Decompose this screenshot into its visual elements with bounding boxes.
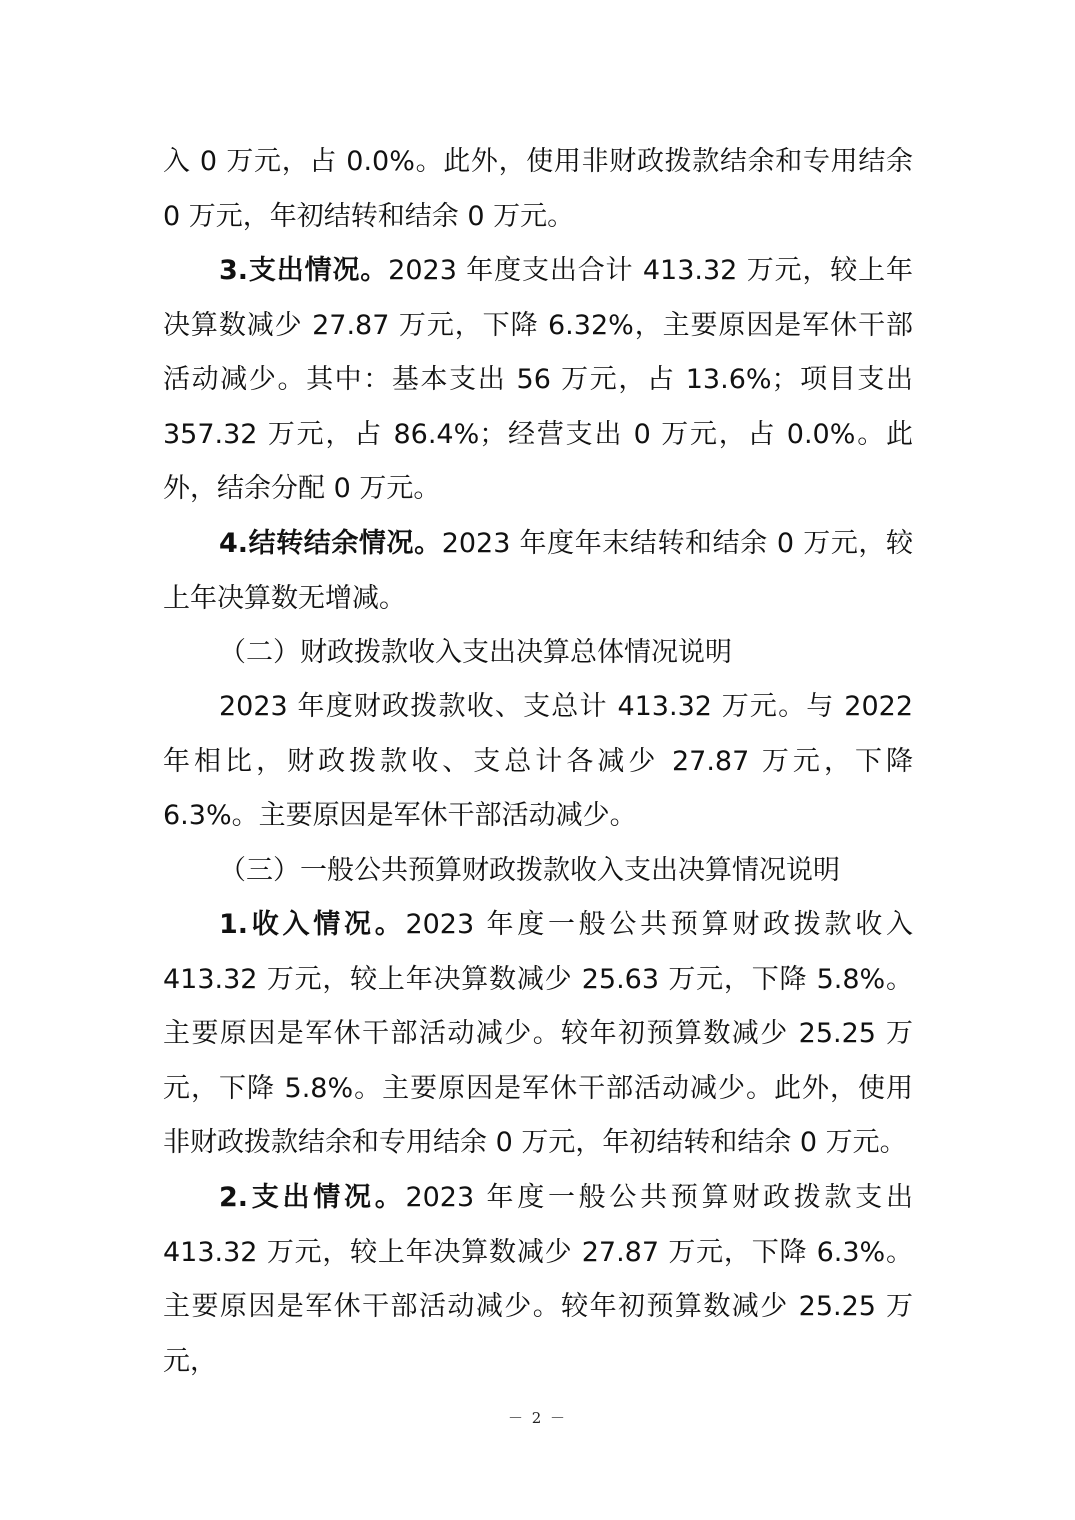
paragraph-text: （三）一般公共预算财政拨款收入支出决算情况说明: [219, 855, 840, 886]
paragraph-text: 2023 年度财政拨款收、支总计 413.32 万元。与 2022 年相比，财政拨款收、支总计各减少 27.87 万元，下降 6.3%。主要原因是军休干部活动减少。: [163, 691, 913, 831]
subsection-heading-general-budget: [163, 844, 913, 899]
section-heading: 1.收入情况。: [219, 909, 406, 940]
subsection-heading-fiscal-overview: [163, 626, 913, 681]
paragraph-text: 入 0 万元，占 0.0%。此外，使用非财政拨款结余和专用结余 0 万元，年初结转和结余 0 万元。: [163, 146, 913, 232]
section-heading: 4.结转结余情况。: [219, 528, 442, 559]
paragraph-income-continuation: [163, 135, 913, 244]
section-heading: 3.支出情况。: [219, 255, 389, 286]
paragraph-text: 2023 年度支出合计 413.32 万元，较上年决算数减少 27.87 万元，下降 6.32%，主要原因是军休干部活动减少。其中：基本支出 56 万元，占 13.6%；项目支出 357.32 万元，占 86.4%；经营支出 0 万元，占 0.0%。此外，结余分配 0 万元。: [163, 255, 914, 504]
paragraph-fiscal-overview: [163, 680, 913, 844]
page-number: － 2 －: [507, 1409, 568, 1427]
paragraph-general-budget-expenditure: [163, 1171, 913, 1389]
paragraph-carryover: [163, 517, 913, 626]
paragraph-expenditure: [163, 244, 913, 517]
paragraph-general-budget-income: [163, 898, 913, 1171]
paragraph-text: 2023 年度一般公共预算财政拨款收入 413.32 万元，较上年决算数减少 25.63 万元，下降 5.8%。主要原因是军休干部活动减少。较年初预算数减少 25.25 万元，下降 5.8%。主要原因是军休干部活动减少。此外，使用非财政拨款结余和专用结余 0 万元，年初结转和结余 0 万元。: [163, 909, 914, 1158]
section-heading: 2.支出情况。: [219, 1182, 406, 1213]
paragraph-text: 2023 年度一般公共预算财政拨款支出 413.32 万元，较上年决算数减少 27.87 万元，下降 6.3%。主要原因是军休干部活动减少。较年初预算数减少 25.25 万元，: [163, 1182, 914, 1377]
paragraph-text: （二）财政拨款收入支出决算总体情况说明: [219, 637, 732, 668]
paragraph-text: 2023 年度年末结转和结余 0 万元，较上年决算数无增减。: [163, 528, 914, 614]
